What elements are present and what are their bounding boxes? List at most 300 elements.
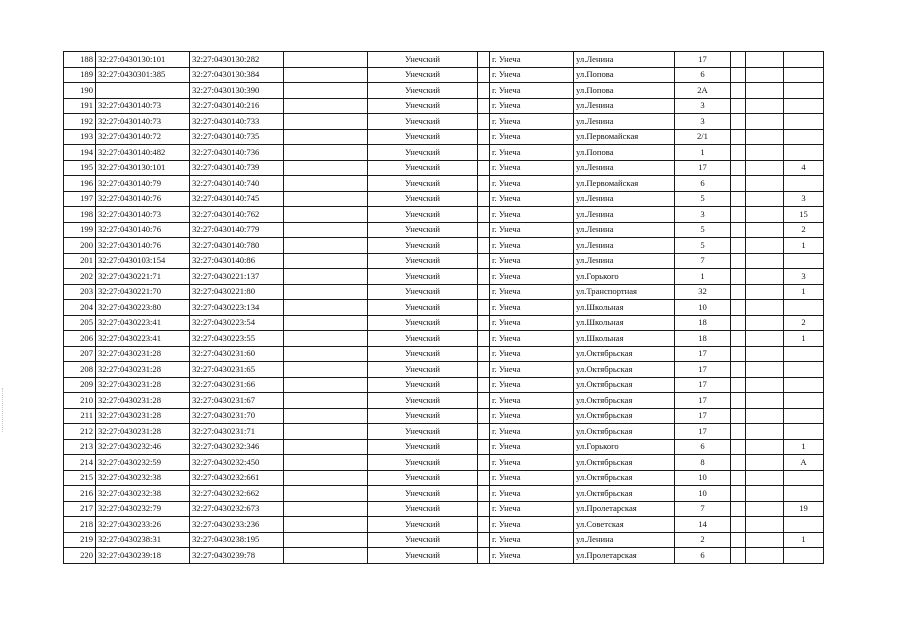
street-name: ул.Ленина <box>574 160 675 176</box>
street-name: ул.Ленина <box>574 98 675 114</box>
district-name: Унечский <box>368 67 478 83</box>
city-name: г. Унеча <box>490 67 574 83</box>
house-number: 17 <box>675 362 731 378</box>
cadastral-number-building: 32:27:0430231:28 <box>96 346 190 362</box>
cadastral-number-premises: 32:27:0430232:673 <box>190 501 284 517</box>
empty-cell <box>746 470 784 486</box>
table-row <box>64 129 824 145</box>
empty-cell <box>284 98 368 114</box>
row-number: 219 <box>64 532 96 548</box>
row-number: 192 <box>64 114 96 130</box>
table-row <box>64 424 824 440</box>
empty-cell <box>731 284 746 300</box>
house-number: 3 <box>675 207 731 223</box>
empty-cell <box>731 439 746 455</box>
empty-cell <box>746 83 784 99</box>
district-name: Унечский <box>368 393 478 409</box>
cadastral-number-building: 32:27:0430231:28 <box>96 408 190 424</box>
empty-cell <box>746 300 784 316</box>
cadastral-number-building: 32:27:0430140:76 <box>96 191 190 207</box>
district-name: Унечский <box>368 98 478 114</box>
table-row <box>64 532 824 548</box>
empty-cell <box>746 222 784 238</box>
cadastral-number-building: 32:27:0430130:101 <box>96 52 190 68</box>
row-number: 200 <box>64 238 96 254</box>
row-number: 201 <box>64 253 96 269</box>
cadastral-number-building: 32:27:0430231:28 <box>96 362 190 378</box>
row-number: 199 <box>64 222 96 238</box>
empty-cell <box>478 393 490 409</box>
street-name: ул.Школьная <box>574 331 675 347</box>
house-number: 17 <box>675 52 731 68</box>
city-name: г. Унеча <box>490 129 574 145</box>
house-number: 10 <box>675 470 731 486</box>
empty-cell <box>746 191 784 207</box>
empty-cell <box>746 532 784 548</box>
district-name: Унечский <box>368 129 478 145</box>
street-name: ул.Транспортная <box>574 284 675 300</box>
apartment-number <box>784 470 824 486</box>
empty-cell <box>478 52 490 68</box>
apartment-number: 3 <box>784 269 824 285</box>
empty-cell <box>284 83 368 99</box>
house-number: 17 <box>675 393 731 409</box>
apartment-number <box>784 377 824 393</box>
street-name: ул.Октябрьская <box>574 486 675 502</box>
empty-cell <box>731 191 746 207</box>
apartment-number <box>784 145 824 161</box>
city-name: г. Унеча <box>490 269 574 285</box>
district-name: Унечский <box>368 486 478 502</box>
empty-cell <box>746 52 784 68</box>
empty-cell <box>731 145 746 161</box>
apartment-number: 19 <box>784 501 824 517</box>
city-name: г. Унеча <box>490 207 574 223</box>
empty-cell <box>478 160 490 176</box>
cadastral-number-building: 32:27:0430140:79 <box>96 176 190 192</box>
cadastral-number-premises: 32:27:0430231:66 <box>190 377 284 393</box>
city-name: г. Унеча <box>490 52 574 68</box>
empty-cell <box>731 377 746 393</box>
row-number: 203 <box>64 284 96 300</box>
cadastral-number-building: 32:27:0430233:26 <box>96 517 190 533</box>
cadastral-number-premises: 32:27:0430130:282 <box>190 52 284 68</box>
district-name: Унечский <box>368 548 478 564</box>
empty-cell <box>284 346 368 362</box>
empty-cell <box>731 269 746 285</box>
empty-cell <box>731 52 746 68</box>
district-name: Унечский <box>368 424 478 440</box>
empty-cell <box>746 486 784 502</box>
empty-cell <box>746 238 784 254</box>
empty-cell <box>284 439 368 455</box>
city-name: г. Унеча <box>490 408 574 424</box>
apartment-number <box>784 98 824 114</box>
table-row <box>64 315 824 331</box>
apartment-number <box>784 517 824 533</box>
city-name: г. Унеча <box>490 362 574 378</box>
house-number: 1 <box>675 269 731 285</box>
empty-cell <box>284 207 368 223</box>
empty-cell <box>478 532 490 548</box>
street-name: ул.Горького <box>574 439 675 455</box>
row-number: 190 <box>64 83 96 99</box>
row-number: 213 <box>64 439 96 455</box>
empty-cell <box>478 362 490 378</box>
empty-cell <box>731 486 746 502</box>
table-row <box>64 207 824 223</box>
house-number: 6 <box>675 67 731 83</box>
empty-cell <box>284 114 368 130</box>
district-name: Унечский <box>368 207 478 223</box>
city-name: г. Унеча <box>490 455 574 471</box>
table-row <box>64 176 824 192</box>
table-row <box>64 114 824 130</box>
city-name: г. Унеча <box>490 191 574 207</box>
empty-cell <box>731 253 746 269</box>
district-name: Унечский <box>368 284 478 300</box>
house-number: 18 <box>675 331 731 347</box>
street-name: ул.Октябрьская <box>574 362 675 378</box>
empty-cell <box>478 207 490 223</box>
apartment-number <box>784 67 824 83</box>
district-name: Унечский <box>368 176 478 192</box>
street-name: ул.Октябрьская <box>574 424 675 440</box>
empty-cell <box>731 331 746 347</box>
table-row <box>64 501 824 517</box>
cadastral-number-building: 32:27:0430238:31 <box>96 532 190 548</box>
district-name: Унечский <box>368 346 478 362</box>
house-number: 17 <box>675 424 731 440</box>
table-row <box>64 98 824 114</box>
empty-cell <box>284 486 368 502</box>
empty-cell <box>284 501 368 517</box>
row-number: 198 <box>64 207 96 223</box>
street-name: ул.Первомайская <box>574 176 675 192</box>
city-name: г. Унеча <box>490 114 574 130</box>
house-number: 10 <box>675 300 731 316</box>
empty-cell <box>731 207 746 223</box>
house-number: 5 <box>675 191 731 207</box>
empty-cell <box>478 470 490 486</box>
street-name: ул.Попова <box>574 145 675 161</box>
cadastral-number-building: 32:27:0430301:385 <box>96 67 190 83</box>
table-row <box>64 238 824 254</box>
empty-cell <box>478 439 490 455</box>
district-name: Унечский <box>368 408 478 424</box>
table-row <box>64 145 824 161</box>
row-number: 197 <box>64 191 96 207</box>
apartment-number: 1 <box>784 284 824 300</box>
empty-cell <box>746 114 784 130</box>
empty-cell <box>478 455 490 471</box>
city-name: г. Унеча <box>490 300 574 316</box>
city-name: г. Унеча <box>490 98 574 114</box>
table-row <box>64 160 824 176</box>
empty-cell <box>284 331 368 347</box>
street-name: ул.Октябрьская <box>574 408 675 424</box>
row-number: 196 <box>64 176 96 192</box>
empty-cell <box>284 548 368 564</box>
empty-cell <box>478 98 490 114</box>
row-number: 204 <box>64 300 96 316</box>
cadastral-number-building: 32:27:0430231:28 <box>96 424 190 440</box>
house-number: 2/1 <box>675 129 731 145</box>
table-row <box>64 548 824 564</box>
table-row <box>64 52 824 68</box>
empty-cell <box>731 315 746 331</box>
apartment-number: 4 <box>784 160 824 176</box>
apartment-number <box>784 424 824 440</box>
table-row <box>64 393 824 409</box>
city-name: г. Унеча <box>490 393 574 409</box>
cadastral-number-building: 32:27:0430232:38 <box>96 486 190 502</box>
street-name: ул.Ленина <box>574 222 675 238</box>
empty-cell <box>478 222 490 238</box>
apartment-number <box>784 548 824 564</box>
cadastral-number-building: 32:27:0430140:72 <box>96 129 190 145</box>
row-number: 215 <box>64 470 96 486</box>
street-name: ул.Пролетарская <box>574 501 675 517</box>
empty-cell <box>284 67 368 83</box>
empty-cell <box>731 222 746 238</box>
house-number: 6 <box>675 548 731 564</box>
city-name: г. Унеча <box>490 253 574 269</box>
apartment-number <box>784 346 824 362</box>
apartment-number <box>784 253 824 269</box>
empty-cell <box>731 455 746 471</box>
house-number: 2 <box>675 532 731 548</box>
empty-cell <box>284 315 368 331</box>
street-name: ул.Горького <box>574 269 675 285</box>
cadastral-number-premises: 32:27:0430231:67 <box>190 393 284 409</box>
district-name: Унечский <box>368 145 478 161</box>
cadastral-number-building: 32:27:0430140:73 <box>96 114 190 130</box>
table-row <box>64 362 824 378</box>
empty-cell <box>731 532 746 548</box>
city-name: г. Унеча <box>490 83 574 99</box>
table-row <box>64 222 824 238</box>
cadastral-number-premises: 32:27:0430231:65 <box>190 362 284 378</box>
district-name: Унечский <box>368 455 478 471</box>
cadastral-number-premises: 32:27:0430238:195 <box>190 532 284 548</box>
row-number: 202 <box>64 269 96 285</box>
cadastral-number-premises: 32:27:0430140:745 <box>190 191 284 207</box>
apartment-number: 1 <box>784 532 824 548</box>
house-number: 6 <box>675 439 731 455</box>
city-name: г. Унеча <box>490 517 574 533</box>
street-name: ул.Октябрьская <box>574 455 675 471</box>
empty-cell <box>731 470 746 486</box>
empty-cell <box>746 269 784 285</box>
empty-cell <box>731 517 746 533</box>
cadastral-number-premises: 32:27:0430140:739 <box>190 160 284 176</box>
empty-cell <box>746 331 784 347</box>
table-row <box>64 269 824 285</box>
row-number: 212 <box>64 424 96 440</box>
empty-cell <box>284 269 368 285</box>
empty-cell <box>746 67 784 83</box>
street-name: ул.Ленина <box>574 191 675 207</box>
street-name: ул.Советская <box>574 517 675 533</box>
cadastral-number-building: 32:27:0430130:101 <box>96 160 190 176</box>
street-name: ул.Октябрьская <box>574 393 675 409</box>
city-name: г. Унеча <box>490 238 574 254</box>
district-name: Унечский <box>368 439 478 455</box>
house-number: 1 <box>675 145 731 161</box>
cadastral-number-premises: 32:27:0430130:384 <box>190 67 284 83</box>
row-number: 211 <box>64 408 96 424</box>
cadastral-number-building: 32:27:0430232:59 <box>96 455 190 471</box>
house-number: 7 <box>675 253 731 269</box>
city-name: г. Унеча <box>490 439 574 455</box>
table-row <box>64 470 824 486</box>
cadastral-number-premises: 32:27:0430221:137 <box>190 269 284 285</box>
empty-cell <box>746 517 784 533</box>
district-name: Унечский <box>368 501 478 517</box>
district-name: Унечский <box>368 114 478 130</box>
cadastral-number-premises: 32:27:0430140:762 <box>190 207 284 223</box>
cadastral-number-premises: 32:27:0430232:662 <box>190 486 284 502</box>
empty-cell <box>746 315 784 331</box>
empty-cell <box>284 393 368 409</box>
district-name: Унечский <box>368 83 478 99</box>
empty-cell <box>746 253 784 269</box>
row-number: 195 <box>64 160 96 176</box>
row-number: 207 <box>64 346 96 362</box>
street-name: ул.Октябрьская <box>574 346 675 362</box>
house-number: 8 <box>675 455 731 471</box>
cadastral-number-building: 32:27:0430103:154 <box>96 253 190 269</box>
cadastral-number-premises: 32:27:0430140:733 <box>190 114 284 130</box>
empty-cell <box>478 238 490 254</box>
city-name: г. Унеча <box>490 284 574 300</box>
empty-cell <box>731 393 746 409</box>
empty-cell <box>731 300 746 316</box>
house-number: 17 <box>675 377 731 393</box>
cadastral-number-building: 32:27:0430140:76 <box>96 238 190 254</box>
cadastral-number-building: 32:27:0430223:80 <box>96 300 190 316</box>
cadastral-number-building <box>96 83 190 99</box>
cadastral-number-building: 32:27:0430221:70 <box>96 284 190 300</box>
cadastral-number-premises: 32:27:0430239:78 <box>190 548 284 564</box>
city-name: г. Унеча <box>490 331 574 347</box>
house-number: 17 <box>675 160 731 176</box>
street-name: ул.Ленина <box>574 52 675 68</box>
cadastral-number-premises: 32:27:0430223:54 <box>190 315 284 331</box>
street-name: ул.Пролетарская <box>574 548 675 564</box>
apartment-number: 3 <box>784 191 824 207</box>
empty-cell <box>746 176 784 192</box>
apartment-number: А <box>784 455 824 471</box>
empty-cell <box>284 300 368 316</box>
cadastral-number-building: 32:27:0430223:41 <box>96 331 190 347</box>
empty-cell <box>731 67 746 83</box>
street-name: ул.Ленина <box>574 207 675 223</box>
district-name: Унечский <box>368 331 478 347</box>
empty-cell <box>284 176 368 192</box>
street-name: ул.Октябрьская <box>574 377 675 393</box>
cadastral-number-premises: 32:27:0430232:661 <box>190 470 284 486</box>
cadastral-number-building: 32:27:0430140:482 <box>96 145 190 161</box>
apartment-number <box>784 486 824 502</box>
apartment-number: 15 <box>784 207 824 223</box>
empty-cell <box>284 191 368 207</box>
apartment-number <box>784 83 824 99</box>
cadastral-number-building: 32:27:0430221:71 <box>96 269 190 285</box>
table-row <box>64 67 824 83</box>
empty-cell <box>284 284 368 300</box>
city-name: г. Унеча <box>490 486 574 502</box>
street-name: ул.Ленина <box>574 253 675 269</box>
row-number: 188 <box>64 52 96 68</box>
empty-cell <box>284 238 368 254</box>
empty-cell <box>746 408 784 424</box>
table-row <box>64 517 824 533</box>
cadastral-number-building: 32:27:0430232:46 <box>96 439 190 455</box>
city-name: г. Унеча <box>490 346 574 362</box>
house-number: 2А <box>675 83 731 99</box>
row-number: 205 <box>64 315 96 331</box>
empty-cell <box>284 532 368 548</box>
cadastral-number-building: 32:27:0430140:73 <box>96 207 190 223</box>
city-name: г. Унеча <box>490 548 574 564</box>
cadastral-number-premises: 32:27:0430140:740 <box>190 176 284 192</box>
city-name: г. Унеча <box>490 377 574 393</box>
empty-cell <box>478 284 490 300</box>
row-number: 209 <box>64 377 96 393</box>
empty-cell <box>731 238 746 254</box>
empty-cell <box>478 501 490 517</box>
empty-cell <box>284 129 368 145</box>
apartment-number <box>784 114 824 130</box>
empty-cell <box>284 424 368 440</box>
table-row <box>64 408 824 424</box>
cadastral-number-premises: 32:27:0430140:779 <box>190 222 284 238</box>
house-number: 10 <box>675 486 731 502</box>
cadastral-number-building: 32:27:0430140:76 <box>96 222 190 238</box>
apartment-number: 1 <box>784 238 824 254</box>
cadastral-number-building: 32:27:0430223:41 <box>96 315 190 331</box>
row-number: 218 <box>64 517 96 533</box>
house-number: 14 <box>675 517 731 533</box>
empty-cell <box>284 362 368 378</box>
empty-cell <box>731 501 746 517</box>
empty-cell <box>731 408 746 424</box>
row-number: 189 <box>64 67 96 83</box>
cadastral-number-premises: 32:27:0430232:346 <box>190 439 284 455</box>
street-name: ул.Ленина <box>574 532 675 548</box>
empty-cell <box>731 548 746 564</box>
apartment-number: 2 <box>784 315 824 331</box>
empty-cell <box>478 548 490 564</box>
district-name: Унечский <box>368 222 478 238</box>
empty-cell <box>478 269 490 285</box>
empty-cell <box>478 145 490 161</box>
house-number: 18 <box>675 315 731 331</box>
apartment-number: 1 <box>784 331 824 347</box>
street-name: ул.Школьная <box>574 300 675 316</box>
empty-cell <box>478 83 490 99</box>
house-number: 7 <box>675 501 731 517</box>
empty-cell <box>478 408 490 424</box>
empty-cell <box>478 114 490 130</box>
empty-cell <box>731 83 746 99</box>
apartment-number <box>784 52 824 68</box>
cadastral-number-premises: 32:27:0430140:780 <box>190 238 284 254</box>
cadastral-number-building: 32:27:0430239:18 <box>96 548 190 564</box>
table-row <box>64 83 824 99</box>
